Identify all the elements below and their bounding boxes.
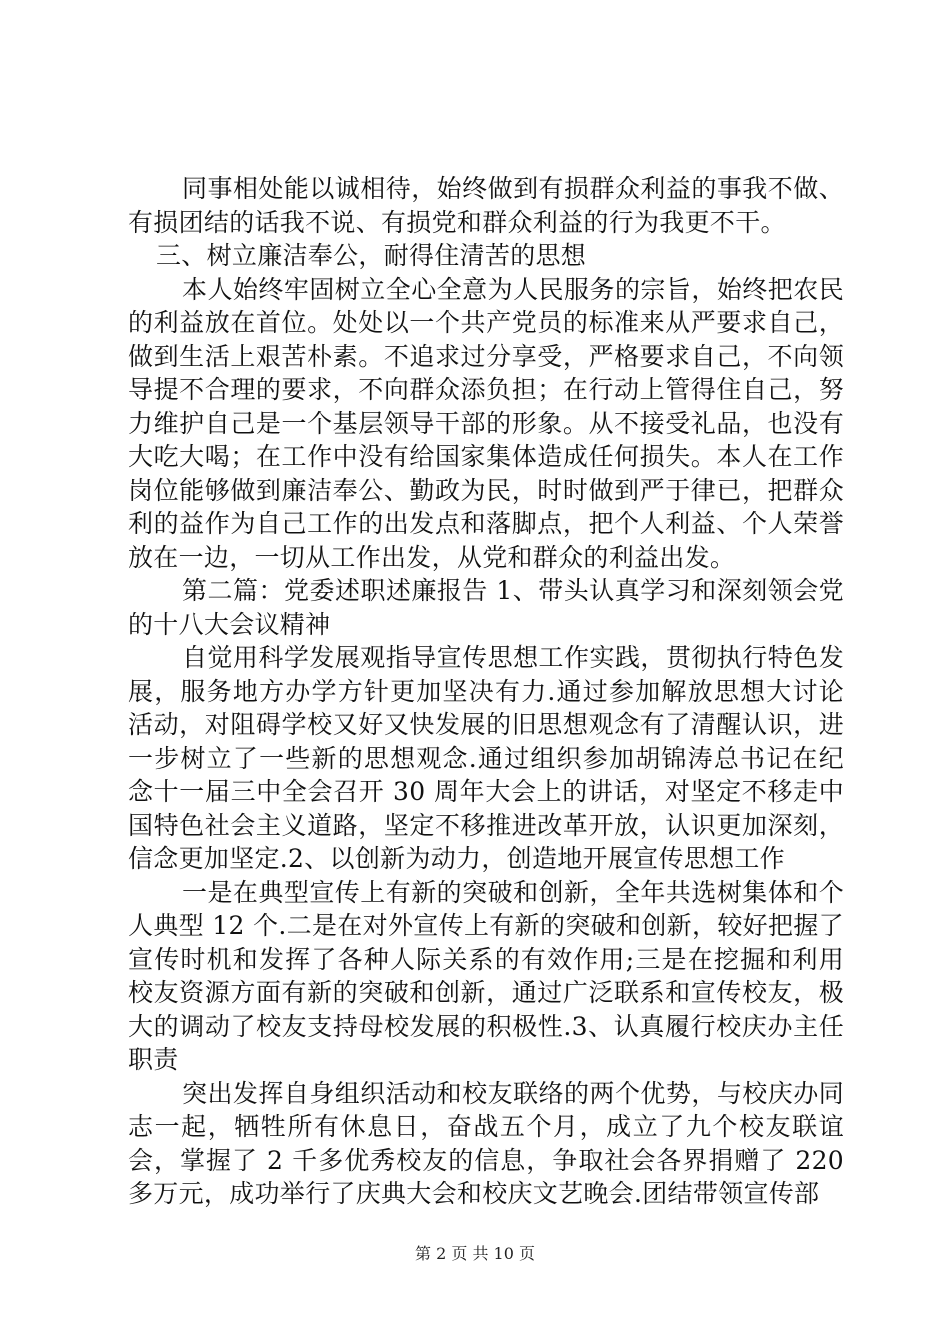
paragraph-2: 本人始终牢固树立全心全意为人民服务的宗旨，始终把农民的利益放在首位。处处以一个共产党员的标准来从严要求自己，做到生活上艰苦朴素。不追求过分享受，严格要求自己，不向领导提不合理的要求，不向群众添负担；在行动上管得住自己，努力维护自己是一个基层领导干部的形象。从不接受礼品，也没有大吃大喝；在工作中没有给国家集体造成任何损失。本人在工作岗位能够做到廉洁奉公、勤政为民，时时做到严于律已，把群众利的益作为自己工作的出发点和落脚点，把个人利益、个人荣誉放在一边，一切从工作出发，从党和群众的利益出发。 bbox=[128, 274, 844, 572]
chapter-heading-2: 第二篇：党委述职述廉报告 1、带头认真学习和深刻领会党的十八大会议精神 bbox=[128, 576, 844, 639]
page-number-footer: 第 2 页 共 10 页 bbox=[415, 1244, 535, 1263]
paragraph-5: 突出发挥自身组织活动和校友联络的两个优势，与校庆办同志一起，牺牲所有休息日，奋战五个月，成立了九个校友联谊会，掌握了 2 千多优秀校友的信息，争取社会各界捐赠了 220 多万元，成功举行了庆典大会和校庆文艺晚会.团结带领宣传部 bbox=[128, 1078, 844, 1208]
paragraph-4: 一是在典型宣传上有新的突破和创新，全年共选树集体和个人典型 12 个.二是在对外宣传上有新的突破和创新，较好把握了宣传时机和发挥了各种人际关系的有效作用;三是在挖掘和利用校友资源方面有新的突破和创新，通过广泛联系和宣传校友，极大的调动了校友支持母校发展的积极性.3、认真履行校庆办主任职责 bbox=[128, 877, 844, 1074]
document-body bbox=[128, 172, 844, 1211]
paragraph-3: 自觉用科学发展观指导宣传思想工作实践，贯彻执行特色发展，服务地方办学方针更加坚决有力.通过参加解放思想大讨论活动，对阻碍学校又好又快发展的旧思想观念有了清醒认识，进一步树立了一些新的思想观念.通过组织参加胡锦涛总书记在纪念十一届三中全会召开 30 周年大会上的讲话，对坚定不移走中国特色社会主义道路，坚定不移推进改革开放，认识更加深刻，信念更加坚定.2、以创新为动力，创造地开展宣传思想工作 bbox=[128, 643, 844, 873]
section-heading-3: 三、树立廉洁奉公，耐得住清苦的思想 bbox=[156, 241, 587, 270]
paragraph-1: 同事相处能以诚相待，始终做到有损群众利益的事我不做、有损团结的话我不说、有损党和群众利益的行为我更不干。 bbox=[128, 174, 844, 237]
